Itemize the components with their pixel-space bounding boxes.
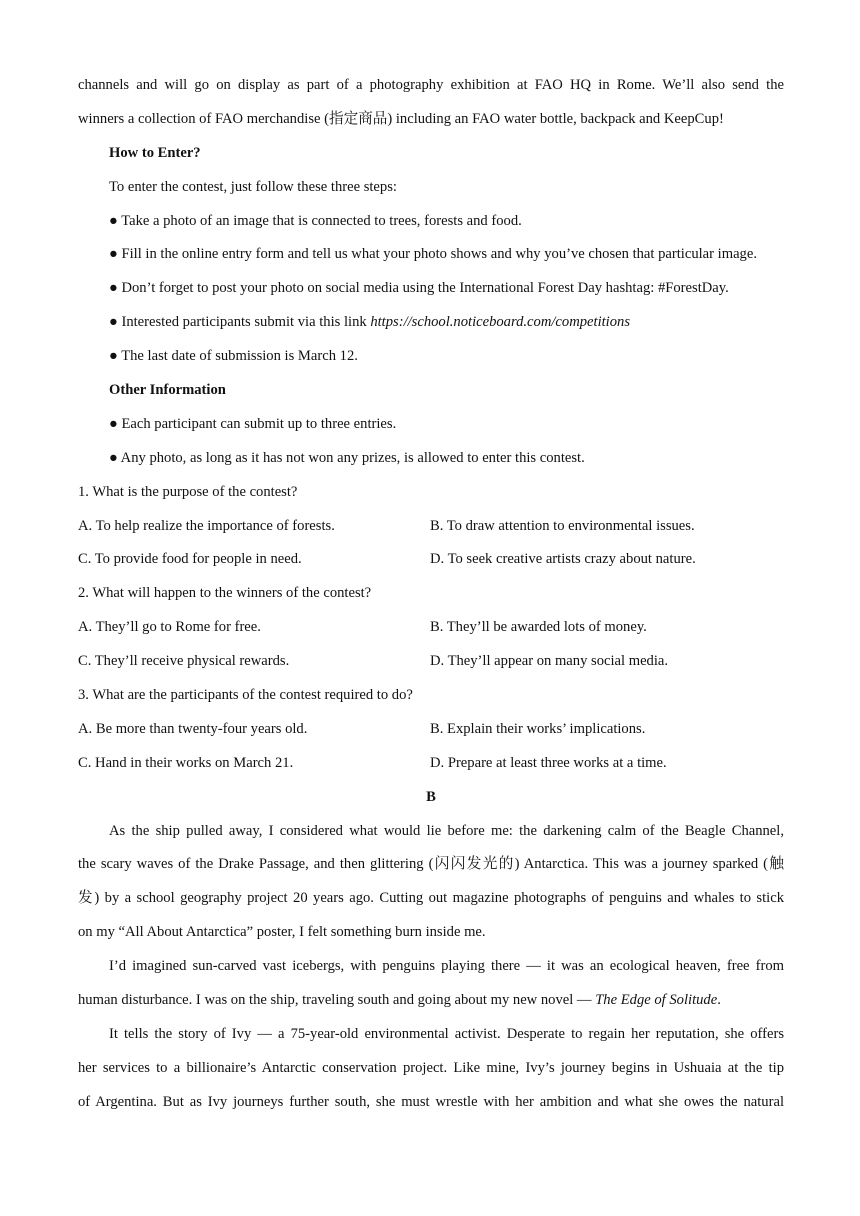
- entry-step-2: ● Fill in the online entry form and tell us what your photo shows and why you’ve chosen that particular image.: [109, 246, 757, 263]
- passage-b-p3-line-2: her services to a billionaire’s Antarctic conservation project. Like mine, Ivy’s journey begins in Ushuaia at the tip: [78, 1059, 784, 1076]
- how-to-enter-lead: To enter the contest, just follow these three steps:: [109, 178, 397, 195]
- question-1-option-c: C. To provide food for people in need.: [78, 551, 302, 568]
- passage-b-p2-end: .: [717, 992, 721, 1009]
- question-3-stem: 3. What are the participants of the contest required to do?: [78, 687, 413, 704]
- question-2-option-c: C. They’ll receive physical rewards.: [78, 653, 290, 670]
- passage-b-p2-line-1: I’d imagined sun-carved vast icebergs, with penguins playing there — it was an ecological heaven, free from: [109, 958, 784, 975]
- question-3-option-d: D. Prepare at least three works at a time.: [430, 754, 667, 771]
- question-1-stem: 1. What is the purpose of the contest?: [78, 483, 298, 500]
- question-2-option-d: D. They’ll appear on many social media.: [430, 653, 669, 670]
- question-1-options-row-1: [78, 512, 784, 546]
- question-3-option-a: A. Be more than twenty-four years old.: [78, 720, 308, 737]
- how-to-enter-heading: How to Enter?: [109, 144, 201, 161]
- question-2-stem: 2. What will happen to the winners of the contest?: [78, 585, 372, 602]
- question-2-options-row-2: [78, 647, 784, 681]
- passage-b-p1-line-1: As the ship pulled away, I considered what would lie before me: the darkening calm of the Beagle Channel,: [109, 822, 784, 839]
- entry-submit-text: ● Interested participants submit via this link: [109, 314, 371, 331]
- novel-title: The Edge of Solitude: [595, 992, 718, 1009]
- passage-b-p3-line-1: It tells the story of Ivy — a 75-year-old environmental activist. Desperate to regain her reputation, she offers: [109, 1025, 784, 1042]
- passage-b-p3-line-3: of Argentina. But as Ivy journeys further south, she must wrestle with her ambition and what she owes the natural: [78, 1093, 784, 1110]
- question-1-option-d: D. To seek creative artists crazy about nature.: [430, 551, 696, 568]
- section-b-heading: B: [426, 788, 436, 805]
- question-2-option-b: B. They’ll be awarded lots of money.: [430, 619, 647, 636]
- document-content: [78, 71, 784, 1122]
- question-3-options-row-1: [78, 715, 784, 749]
- question-3-option-b: B. Explain their works’ implications.: [430, 720, 646, 737]
- submission-link[interactable]: https://school.noticeboard.com/competitions: [370, 314, 631, 331]
- question-2-option-a: A. They’ll go to Rome for free.: [78, 619, 261, 636]
- passage-b-p2-line-2: [78, 986, 784, 1020]
- question-3-option-c: C. Hand in their works on March 21.: [78, 754, 294, 771]
- entry-step-1: ● Take a photo of an image that is connected to trees, forests and food.: [109, 212, 522, 229]
- intro-line-1: channels and will go on display as part of a photography exhibition at FAO HQ in Rome. We’ll also send the: [78, 77, 784, 93]
- question-1-options-row-2: [78, 545, 784, 579]
- passage-b-p1-line-4: on my “All About Antarctica” poster, I felt something burn inside me.: [78, 924, 486, 941]
- question-1-option-a: A. To help realize the importance of forests.: [78, 517, 335, 534]
- question-2-options-row-1: [78, 613, 784, 647]
- submission-deadline: ● The last date of submission is March 12.: [109, 348, 358, 365]
- passage-b-p1-line-3: 发) by a school geography project 20 years ago. Cutting out magazine photographs of penguins and whales to stick: [78, 890, 784, 907]
- intro-line-2: winners a collection of FAO merchandise (指定商品) including an FAO water bottle, backpack and KeepCup!: [78, 110, 724, 127]
- other-info-item-2: ● Any photo, as long as it has not won any prizes, is allowed to enter this contest.: [109, 449, 585, 466]
- passage-b-p2-text: human disturbance. I was on the ship, traveling south and going about my new novel —: [78, 992, 596, 1009]
- entry-step-3: ● Don’t forget to post your photo on social media using the International Forest Day hashtag: #ForestDay.: [109, 280, 729, 297]
- other-info-heading: Other Information: [109, 382, 226, 399]
- other-info-item-1: ● Each participant can submit up to three entries.: [109, 415, 397, 432]
- entry-submit-link-line: [78, 308, 784, 342]
- passage-b-p1-line-2: the scary waves of the Drake Passage, and then glittering (闪闪发光的) Antarctica. This was a journey sparked (触: [78, 856, 784, 873]
- question-1-option-b: B. To draw attention to environmental issues.: [430, 517, 695, 534]
- question-3-options-row-2: [78, 749, 784, 783]
